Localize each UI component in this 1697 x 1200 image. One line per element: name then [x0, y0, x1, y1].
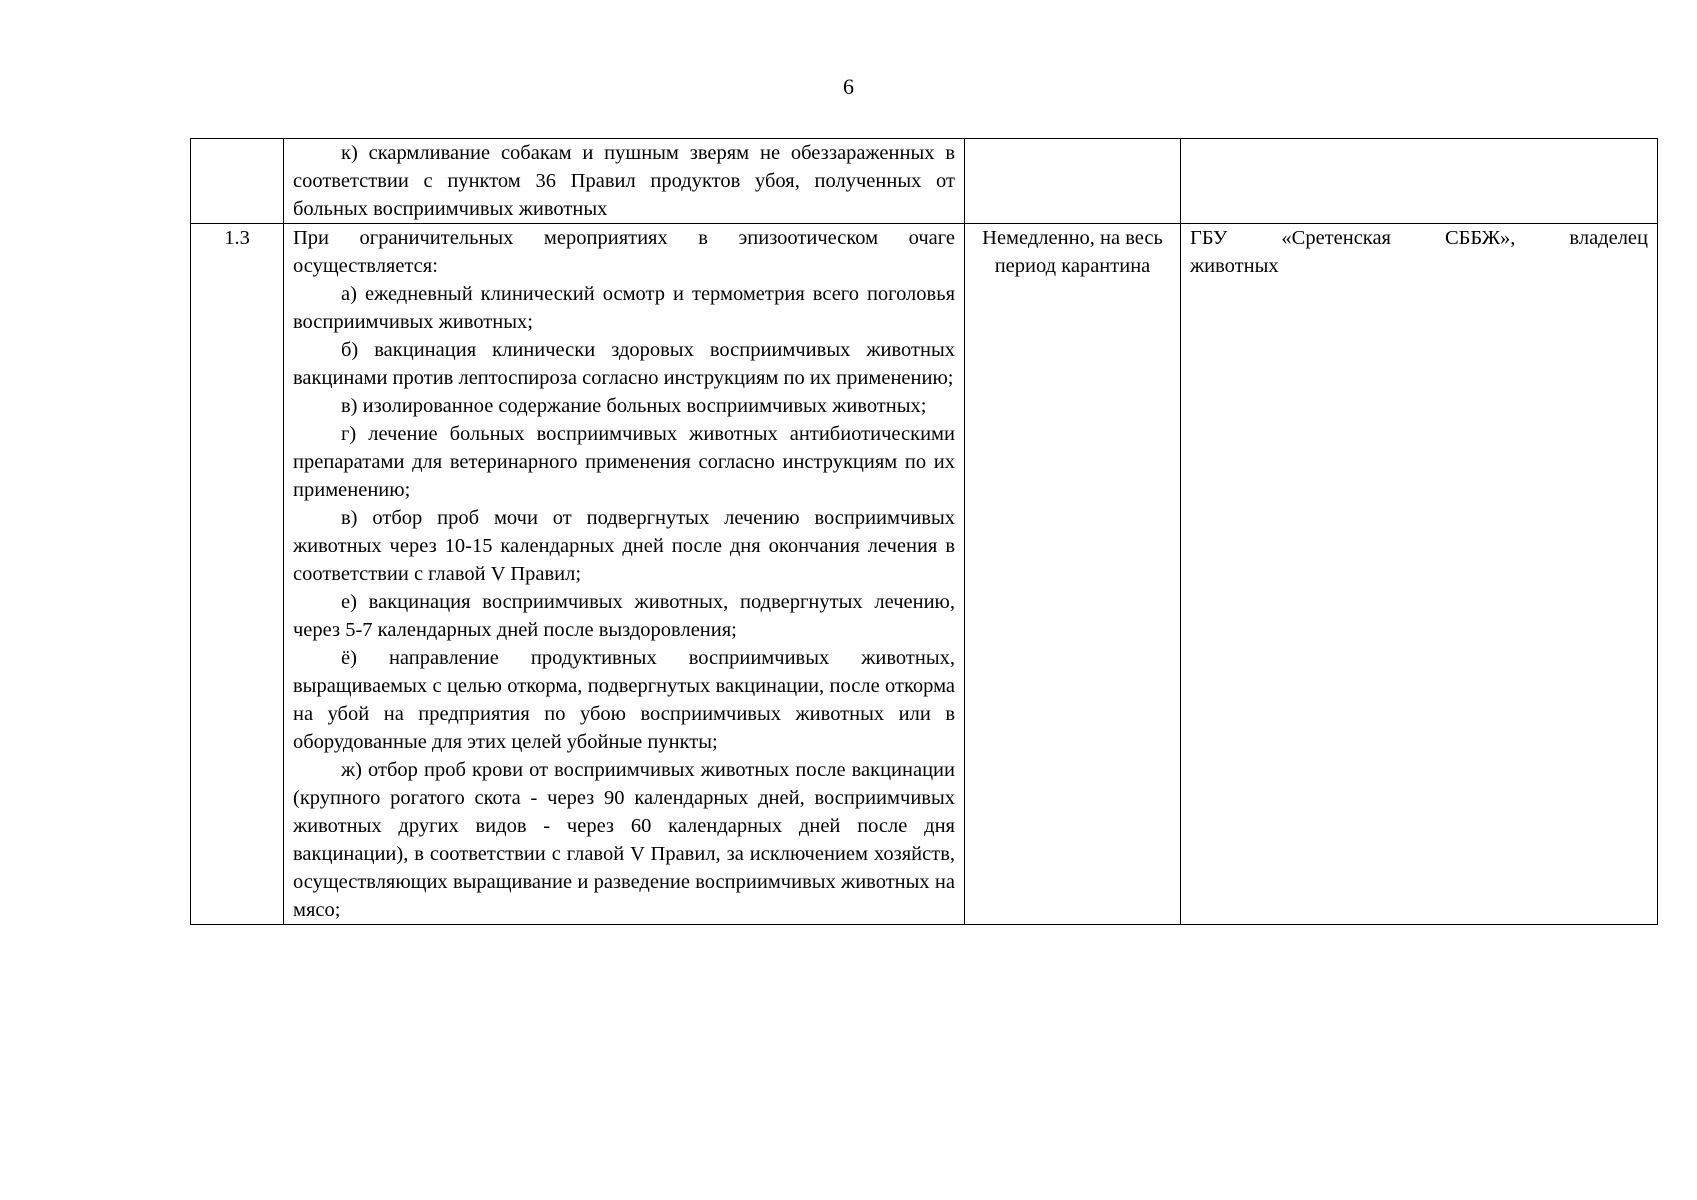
- responsible-cell: [1181, 139, 1658, 224]
- measure-paragraph: ё) направление продуктивных восприимчивых животных, выращиваемых с целью откорма, подвергнутых вакцинации, после откорма на убой на предприятия по убою восприимчивых животных или в оборудованные для этих целей убойные пункты;: [293, 647, 955, 753]
- term-cell: [965, 139, 1181, 224]
- measure-paragraph: При ограничительных мероприятиях в эпизоотическом очаге осуществляется:: [293, 227, 955, 277]
- row-number-cell: 1.3: [191, 224, 284, 925]
- measure-paragraph: к) скармливание собакам и пушным зверям не обеззараженных в соответствии с пунктом 36 Правил продуктов убоя, полученных от больных восприимчивых животных: [293, 142, 955, 220]
- measure-paragraph: г) лечение больных восприимчивых животных антибиотическими препаратами для ветеринарного применения согласно инструкциям по их применению;: [293, 423, 955, 501]
- measure-paragraph: б) вакцинация клинически здоровых восприимчивых животных вакцинами против лептоспироза согласно инструкциям по их применению;: [293, 339, 955, 389]
- row-number-cell: [191, 139, 284, 224]
- table-row: [191, 139, 1658, 224]
- measure-paragraph: в) отбор проб мочи от подвергнутых лечению восприимчивых животных через 10-15 календарных дней после дня окончания лечения в соответствии с главой V Правил;: [293, 507, 955, 585]
- measure-paragraph: е) вакцинация восприимчивых животных, подвергнутых лечению, через 5-7 календарных дней после выздоровления;: [293, 591, 955, 641]
- responsible-line: ГБУ «Сретенская СББЖ», владелец: [1190, 227, 1648, 249]
- responsible-line: животных: [1190, 255, 1279, 277]
- measure-paragraph: в) изолированное содержание больных восприимчивых животных;: [341, 395, 927, 417]
- measure-paragraph: ж) отбор проб крови от восприимчивых животных после вакцинации (крупного рогатого скота - через 90 календарных дней, восприимчивых животных других видов - через 60 календарных дней после дня вакцинации), в соответствии с главой V Правил, за исключением хозяйств, осуществляющих выращивание и разведение восприимчивых животных на мясо;: [293, 759, 955, 921]
- page-number: 6: [843, 74, 854, 99]
- measures-table: [190, 138, 1658, 925]
- measure-paragraph: а) ежедневный клинический осмотр и термометрия всего поголовья восприимчивых животных;: [293, 283, 955, 333]
- responsible-cell: [1181, 224, 1658, 925]
- measure-text-cell: [284, 224, 965, 925]
- term-cell: Немедленно, на весь период карантина: [965, 224, 1181, 925]
- measure-text-cell: [284, 139, 965, 224]
- table-row: [191, 224, 1658, 925]
